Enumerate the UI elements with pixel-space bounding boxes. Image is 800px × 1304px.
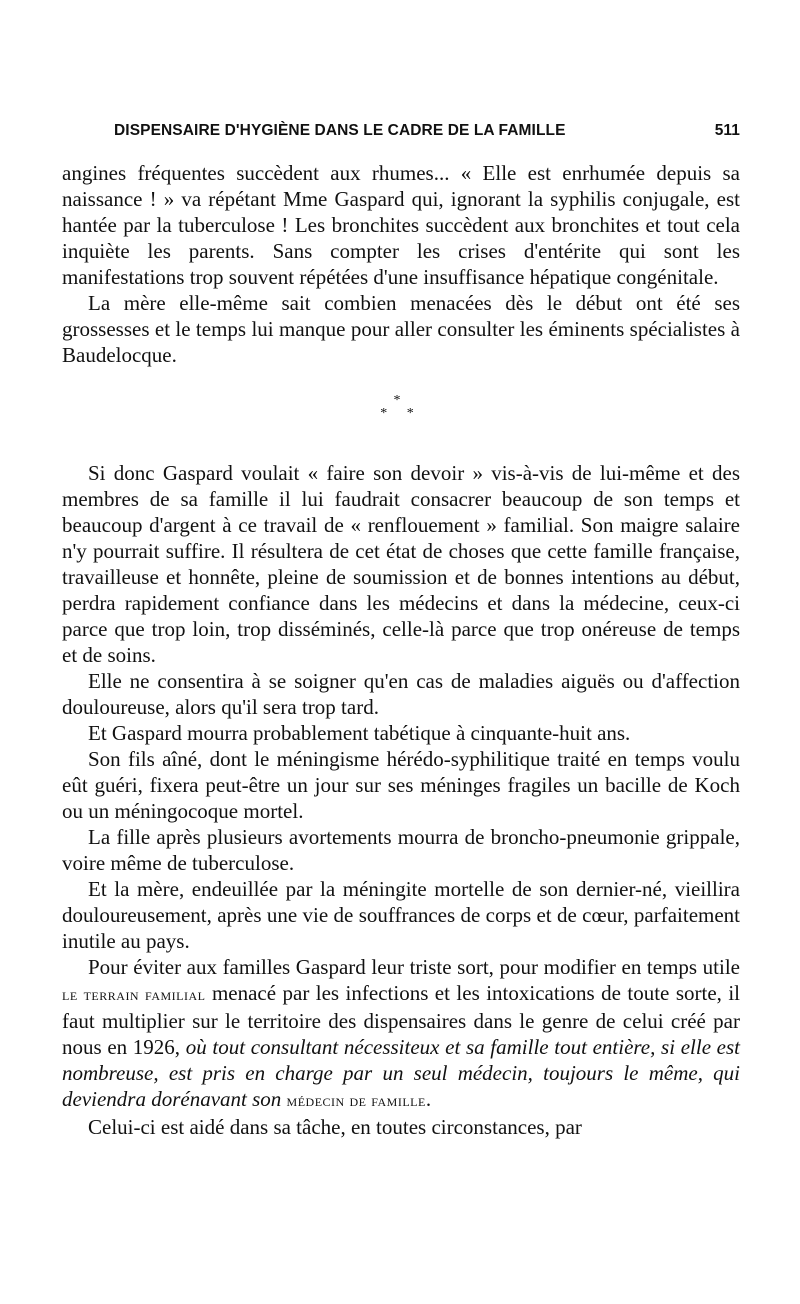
ornament-top: * <box>393 393 409 408</box>
paragraph: Si donc Gaspard voulait « faire son devoir » vis-à-vis de lui-même et des membres de sa famille il lui faudrait consacrer beaucoup de son temps et beaucoup d'argent à ce travail de « renflouement » familial. Son maigre salaire n'y pourrait suffire. Il résultera de cet état de choses que cette famille française, travailleuse et honnête, pleine de soumission et de bonnes intentions au début, perdra rapidement confiance dans les médecins et dans la médecine, ceux-ci parce que trop loin, trop disséminés, celle-là parce que trop onéreuse de temps et de soins. <box>62 461 740 667</box>
ornament-bottom: * * <box>380 406 422 421</box>
page-header <box>62 118 740 148</box>
italic-run: où tout consultant nécessiteux et sa famille tout entière, si elle est nombreuse, est pris en charge par un seul médecin, toujours le même, qui deviendra dorénavant son <box>62 1035 741 1111</box>
page-number: 511 <box>714 122 740 139</box>
text-run: menacé par les infections et les intoxications de toute sorte, il faut multiplier sur le territoire des dispensaires dans le genre de celui créé par nous en 1926, <box>62 981 741 1059</box>
paragraph <box>62 954 740 1114</box>
paragraph: La mère elle-même sait combien menacées dès le début ont été ses grossesses et le temps lui manque pour aller consulter les éminents spécialistes à Baudelocque. <box>62 291 740 367</box>
book-page <box>62 118 740 1140</box>
paragraph: Elle ne consentira à se soigner qu'en cas de maladies aiguës ou d'affection douloureuse, alors qu'il sera trop tard. <box>62 669 740 719</box>
text-run: . <box>425 1087 432 1111</box>
paragraph: angines fréquentes succèdent aux rhumes... « Elle est enrhumée depuis sa naissance ! » va répétant Mme Gaspard qui, ignorant la syphilis conjugale, est hantée par la tuberculose ! Les bronchites succèdent aux bronchites et tout cela inquiète les parents. Sans compter les crises d'entérite qui sont les manifestations trop souvent répétées d'une insuffisance hépatique congénitale. <box>62 161 740 289</box>
small-caps-run: médecin de famille <box>286 1091 426 1110</box>
small-caps-run: le terrain familial <box>62 985 206 1004</box>
text-run: Pour éviter aux familles Gaspard leur triste sort, pour modifier en temps utile <box>88 955 740 979</box>
paragraph: Celui-ci est aidé dans sa tâche, en toutes circonstances, par <box>88 1115 582 1139</box>
body-text <box>62 160 740 1140</box>
paragraph: Et Gaspard mourra probablement tabétique à cinquante-huit ans. <box>88 721 631 745</box>
paragraph: Et la mère, endeuillée par la méningite mortelle de son dernier-né, vieillira douloureusement, après une vie de souffrances de corps et de cœur, parfaitement inutile au pays. <box>62 877 740 953</box>
paragraph: La fille après plusieurs avortements mourra de broncho-pneumonie grippale, voire même de tuberculose. <box>62 825 740 875</box>
paragraph: Son fils aîné, dont le méningisme hérédo-syphilitique traité en temps voulu eût guéri, fixera peut-être un jour sur ses méninges fragiles un bacille de Koch ou un méningocoque mortel. <box>62 747 740 823</box>
running-title: DISPENSAIRE D'HYGIÈNE DANS LE CADRE DE LA FAMILLE <box>114 122 566 139</box>
section-ornament <box>62 394 740 420</box>
